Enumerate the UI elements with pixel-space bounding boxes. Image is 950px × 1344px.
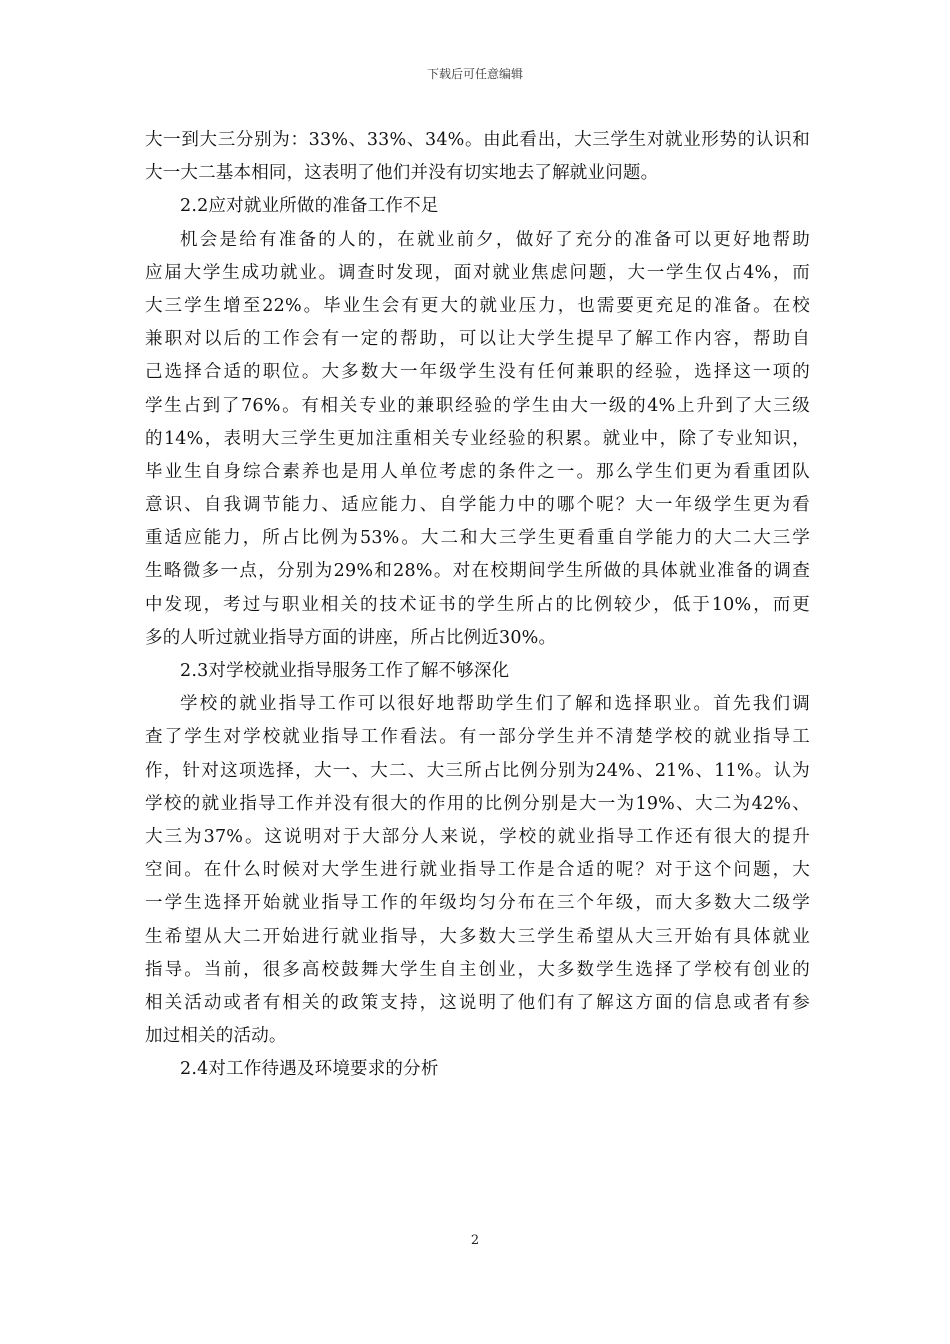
text-line: 空间。在什么时候对大学生进行就业指导工作是合适的呢？对于这个问题，大 xyxy=(145,860,810,881)
page-number: 2 xyxy=(470,1233,480,1248)
text-line: 中发现，考过与职业相关的技术证书的学生所占的比例较少，低于10%，而更 xyxy=(145,594,810,615)
text-line: 加过相关的活动。 xyxy=(145,1026,287,1047)
text-line: 的14%，表明大三学生更加注重相关专业经验的积累。就业中，除了专业知识， xyxy=(145,428,810,449)
document-body xyxy=(145,124,810,1086)
text-line: 兼职对以后的工作会有一定的帮助，可以让大学生提早了解工作内容，帮助自 xyxy=(145,329,810,350)
text-line: 毕业生自身综合素养也是用人单位考虑的条件之一。那么学生们更为看重团队 xyxy=(145,461,810,482)
page-header: 下载后可任意编辑 xyxy=(426,67,523,81)
text-line: 大三学生增至22%。毕业生会有更大的就业压力，也需要更充足的准备。在校 xyxy=(145,295,810,316)
text-line: 大一到大三分别为：33%、33%、34%。由此看出，大三学生对就业形势的认识和 xyxy=(145,130,810,150)
text-line: 大三为37%。这说明对于大部分人来说，学校的就业指导工作还有很大的提升 xyxy=(145,826,810,847)
text-line: 生希望从大二开始进行就业指导，大多数大三学生希望从大三开始有具体就业 xyxy=(145,926,810,947)
text-line: 查了学生对学校就业指导工作看法。有一部分学生并不清楚学校的就业指导工 xyxy=(145,727,810,748)
text-line: 大一大二基本相同，这表明了他们并没有切实地去了解就业问题。 xyxy=(145,163,659,184)
text-line: 一学生选择开始就业指导工作的年级均匀分布在三个年级，而大多数大二级学 xyxy=(145,893,810,914)
text-line: 机会是给有准备的人的，在就业前夕，做好了充分的准备可以更好地帮助 xyxy=(180,229,810,250)
section-heading: 2.3对学校就业指导服务工作了解不够深化 xyxy=(180,661,510,681)
text-line: 意识、自我调节能力、适应能力、自学能力中的哪个呢？大一年级学生更为看 xyxy=(145,495,810,516)
text-line: 相关活动或者有相关的政策支持，这说明了他们有了解这方面的信息或者有参 xyxy=(145,992,810,1013)
text-line: 重适应能力，所占比例为53%。大二和大三学生更看重自学能力的大二大三学 xyxy=(145,528,810,549)
text-line: 己选择合适的职位。大多数大一年级学生没有任何兼职的经验，选择这一项的 xyxy=(145,362,810,383)
section-heading: 2.4对工作待遇及环境要求的分析 xyxy=(180,1059,439,1080)
text-line: 指导。当前，很多高校鼓舞大学生自主创业，大多数学生选择了学校有创业的 xyxy=(145,959,810,980)
text-line: 学生占到了76%。有相关专业的兼职经验的学生由大一级的4%上升到了大三级 xyxy=(145,395,810,416)
text-line: 多的人听过就业指导方面的讲座，所占比例近30%。 xyxy=(145,627,557,648)
text-line: 生略微多一点，分别为29%和28%。对在校期间学生所做的具体就业准备的调查 xyxy=(145,561,810,582)
section-heading: 2.2应对就业所做的准备工作不足 xyxy=(180,196,439,217)
text-line: 应届大学生成功就业。调查时发现，面对就业焦虑问题，大一学生仅占4%，而 xyxy=(145,262,810,283)
text-line: 学校的就业指导工作可以很好地帮助学生们了解和选择职业。首先我们调 xyxy=(180,694,810,715)
text-line: 作，针对这项选择，大一、大二、大三所占比例分别为24%、21%、11%。认为 xyxy=(145,760,810,781)
text-line: 学校的就业指导工作并没有很大的作用的比例分别是大一为19%、大二为42%、 xyxy=(145,793,810,814)
